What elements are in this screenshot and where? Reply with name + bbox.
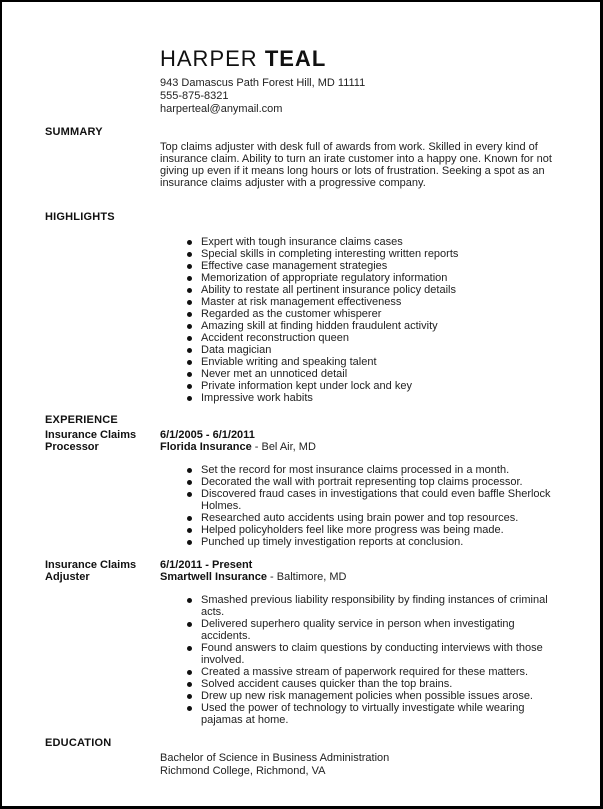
highlights-list xyxy=(160,236,561,404)
highlights-heading: HIGHLIGHTS xyxy=(45,211,115,223)
education-heading: EDUCATION xyxy=(45,737,112,749)
job-title: Insurance Claims Adjuster xyxy=(45,559,137,583)
summary-heading: SUMMARY xyxy=(45,126,103,138)
company-location: - Bel Air, MD xyxy=(251,441,316,453)
list-item: Decorated the wall with portrait representing top claims processor. xyxy=(160,476,561,488)
job-company xyxy=(160,441,316,453)
list-item: Drew up new risk management policies when possible issues arose. xyxy=(160,690,561,702)
degree: Bachelor of Science in Business Administration xyxy=(160,752,390,764)
phone: 555-875-8321 xyxy=(160,90,229,102)
list-item: Helped policyholders feel like more progress was being made. xyxy=(160,524,561,536)
resume-page xyxy=(2,2,600,806)
list-item: Created a massive stream of paperwork required for these matters. xyxy=(160,666,561,678)
list-item: Amazing skill at finding hidden fraudulent activity xyxy=(160,320,561,332)
job-dates: 6/1/2011 - Present xyxy=(160,559,253,571)
list-item: Master at risk management effectiveness xyxy=(160,296,561,308)
list-item: Regarded as the customer whisperer xyxy=(160,308,561,320)
list-item: Never met an unnoticed detail xyxy=(160,368,561,380)
list-item: Ability to restate all pertinent insurance policy details xyxy=(160,284,561,296)
list-item: Private information kept under lock and key xyxy=(160,380,561,392)
last-name: TEAL xyxy=(264,46,327,71)
list-item: Data magician xyxy=(160,344,561,356)
list-item: Special skills in completing interesting written reports xyxy=(160,248,561,260)
experience-heading: EXPERIENCE xyxy=(45,414,118,426)
candidate-name xyxy=(160,46,326,72)
list-item: Set the record for most insurance claims processed in a month. xyxy=(160,464,561,476)
job-title: Insurance Claims Processor xyxy=(45,429,137,453)
list-item: Memorization of appropriate regulatory information xyxy=(160,272,561,284)
education-details xyxy=(160,752,389,778)
first-name: HARPER xyxy=(160,46,258,71)
list-item: Delivered superhero quality service in person when investigating accidents. xyxy=(160,618,561,642)
list-item: Enviable writing and speaking talent xyxy=(160,356,561,368)
job-duties-list xyxy=(160,464,561,548)
list-item: Accident reconstruction queen xyxy=(160,332,561,344)
job-duties-list xyxy=(160,594,561,726)
school: Richmond College, Richmond, VA xyxy=(160,765,326,777)
company-location: - Baltimore, MD xyxy=(267,571,347,583)
list-item: Punched up timely investigation reports at conclusion. xyxy=(160,536,561,548)
job-company xyxy=(160,571,346,583)
list-item: Impressive work habits xyxy=(160,392,561,404)
contact-info xyxy=(160,77,365,116)
email: harperteal@anymail.com xyxy=(160,103,283,115)
summary-text: Top claims adjuster with desk full of awards from work. Skilled in every kind of insurance claim. Ability to turn an irate customer into a happy one. Known for not giving up even if it means long hours or lots of frustration. Seeking a spot as an insurance claims adjuster with a progressive company. xyxy=(160,141,552,189)
list-item: Discovered fraud cases in investigations that could even baffle Sherlock Holmes. xyxy=(160,488,561,512)
company-name: Smartwell Insurance xyxy=(160,571,267,583)
company-name: Florida Insurance xyxy=(160,441,252,453)
list-item: Solved accident causes quicker than the top brains. xyxy=(160,678,561,690)
list-item: Effective case management strategies xyxy=(160,260,561,272)
list-item: Found answers to claim questions by conducting interviews with those involved. xyxy=(160,642,561,666)
job-dates: 6/1/2005 - 6/1/2011 xyxy=(160,429,255,441)
address: 943 Damascus Path Forest Hill, MD 11111 xyxy=(160,77,366,89)
list-item: Expert with tough insurance claims cases xyxy=(160,236,561,248)
list-item: Used the power of technology to virtually investigate while wearing pajamas at home. xyxy=(160,702,561,726)
list-item: Researched auto accidents using brain power and top resources. xyxy=(160,512,561,524)
list-item: Smashed previous liability responsibility by finding instances of criminal acts. xyxy=(160,594,561,618)
